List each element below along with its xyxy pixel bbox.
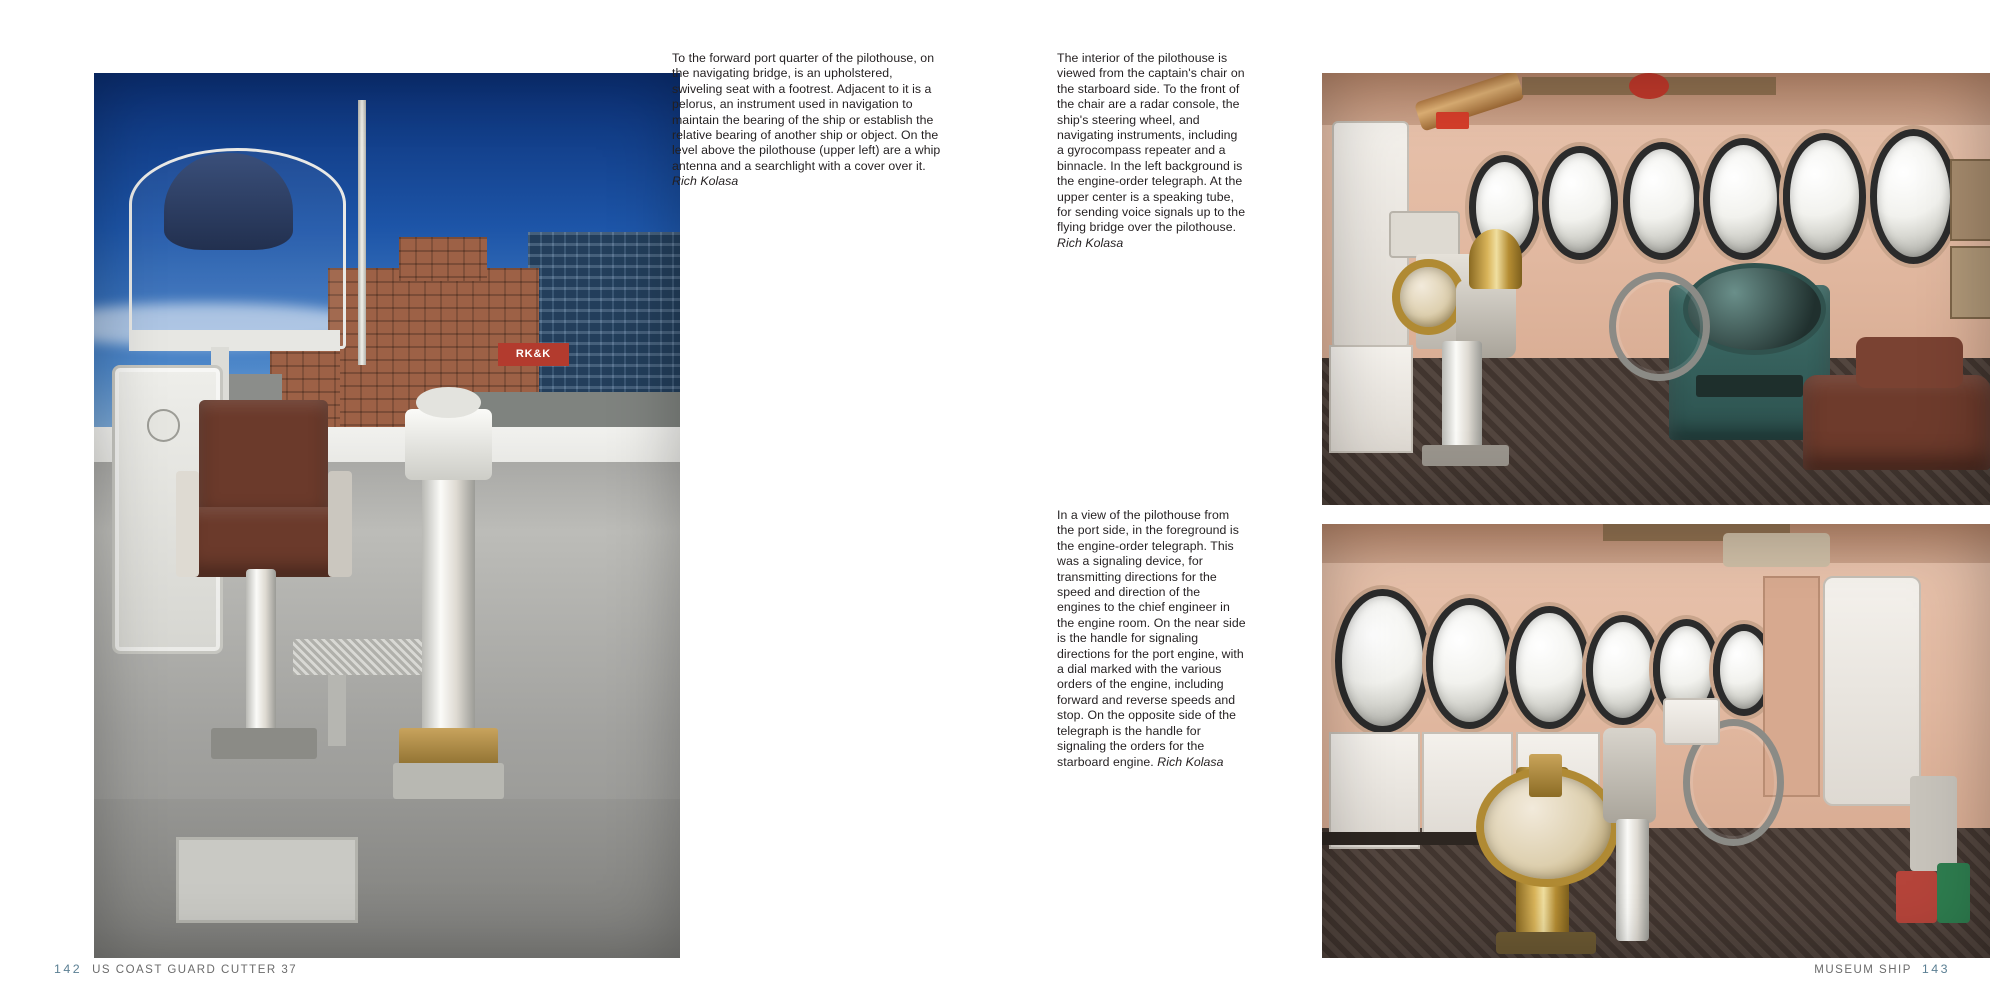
pelorus-base-ring	[399, 728, 499, 768]
footrest-support	[328, 675, 346, 746]
porthole	[1870, 129, 1957, 264]
caption-text: The interior of the pilothouse is viewed from the captain's chair on the starboard side. To the front of the chair are a radar console, the ship's steering wheel, and navigating instruments, including a gyrocompass repeater and a binnacle. In the left background is the engine-order telegraph. At the upper center is a speaking tube, for sending voice signals up to the flying bridge over the pilothouse.	[1057, 51, 1246, 235]
pedestal-column	[1442, 341, 1482, 453]
porthole	[1783, 133, 1866, 259]
porthole	[1623, 142, 1701, 260]
door-handle-wheel	[147, 409, 180, 441]
gyrocompass-repeater	[1603, 728, 1656, 823]
instrument-panel	[1663, 698, 1720, 745]
brass-lantern	[1469, 229, 1522, 289]
red-canister	[1896, 871, 1936, 923]
captains-chair	[1803, 375, 1990, 470]
junction-box	[1950, 246, 1990, 319]
caption-text: To the forward port quarter of the pilothouse, on the navigating bridge, is an upholstered, swiveling seat with a footrest. Adjacent to it is a pelorus, an instrument used in navigation to maintain the bearing of the ship or establish the relative bearing of another ship or object. On the level above the pilothouse (upper left) are a whip antenna and a searchlight with a cover over it.	[672, 51, 941, 173]
caption-text: In a view of the pilothouse from the port side, in the foreground is the engine-order telegraph. This was a signaling device, for transmitting directions for the speed and direction of the engines to the chief engineer in the engine room. On the near side is the handle for signaling directions for the port engine, with a dial marked with the various orders of the engine, including forward and reverse speeds and stop. On the opposite side of the telegraph is the handle for signaling the orders for the starboard engine.	[1057, 508, 1246, 769]
caption-pilothouse-starboard	[1057, 51, 1247, 251]
instrument-box	[1389, 211, 1460, 258]
page-number-right: 143	[1921, 962, 1950, 976]
repeater-pedestal	[1616, 819, 1649, 941]
photo-pilothouse-from-port-side	[1322, 524, 1990, 958]
pelorus-dial	[416, 387, 480, 418]
building-sign: RK&K	[498, 343, 568, 366]
running-head-right: MUSEUM SHIP	[1814, 964, 1912, 976]
chair-base	[211, 728, 316, 759]
electrical-panel	[1950, 159, 1990, 241]
locker-left	[1329, 345, 1413, 453]
pelorus-head	[405, 409, 493, 480]
deck-plate	[176, 837, 358, 923]
chair-seat	[188, 507, 346, 578]
photo-pilothouse-from-captains-chair	[1322, 73, 1990, 505]
overhead-fixture	[1723, 533, 1830, 568]
folio-right	[1814, 962, 1950, 976]
equipment-cabinet	[1910, 776, 1957, 871]
green-canister	[1937, 863, 1970, 924]
building-brick-penthouse	[399, 237, 487, 281]
porthole	[1542, 146, 1617, 259]
whip-antenna	[358, 100, 366, 366]
pedestal-base	[1422, 445, 1509, 467]
steering-wheel	[1609, 272, 1710, 381]
pelorus-base-plate	[393, 763, 504, 798]
photo-navigating-bridge	[94, 73, 680, 958]
chair-pedestal	[246, 569, 275, 746]
caption-navigating-bridge	[672, 51, 944, 190]
captains-chair-back	[1856, 337, 1963, 389]
porthole	[1426, 598, 1513, 729]
telegraph-handle	[1529, 754, 1562, 797]
porthole	[1703, 138, 1784, 260]
chair-backrest	[199, 400, 328, 524]
page-number-left: 142	[54, 962, 83, 976]
folio-left	[54, 962, 297, 976]
overhead-light-red	[1629, 73, 1669, 99]
telegraph-base	[1496, 932, 1596, 954]
photo-credit: Rich Kolasa	[1157, 754, 1224, 769]
photo-credit: Rich Kolasa	[1057, 235, 1124, 250]
binnacle-controls	[1696, 375, 1803, 397]
engine-order-telegraph-dial	[1392, 259, 1465, 335]
footrest	[293, 639, 434, 674]
porthole	[1509, 606, 1590, 729]
chair-armrest-left	[176, 471, 199, 577]
caption-pilothouse-port	[1057, 508, 1247, 770]
porthole	[1586, 615, 1660, 724]
photo-credit: Rich Kolasa	[672, 174, 739, 189]
pilothouse-deck	[1322, 828, 1990, 958]
pelorus-column	[422, 462, 475, 736]
flying-bridge-deck-edge	[129, 330, 340, 351]
chair-armrest-right	[328, 471, 351, 577]
running-head-left: US COAST GUARD CUTTER 37	[92, 964, 298, 976]
pilothouse-doorway	[1823, 576, 1921, 806]
indicator-lamp	[1436, 112, 1469, 129]
porthole	[1335, 589, 1429, 733]
